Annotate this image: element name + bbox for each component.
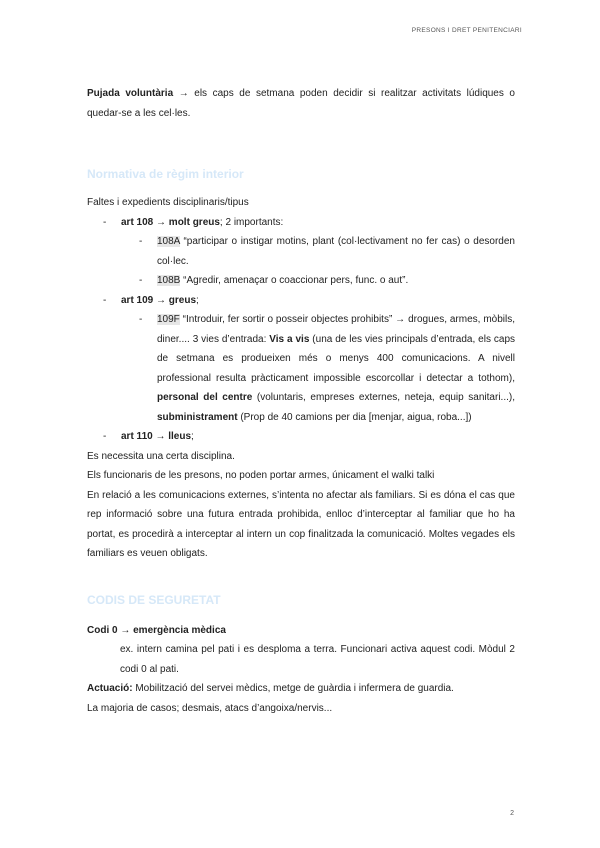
- list-dash: -: [139, 236, 143, 247]
- section-heading-codis: CODIS DE SEGURETAT: [87, 592, 221, 607]
- art109-title: art 109 → greus: [121, 294, 197, 306]
- list-dash: -: [103, 216, 107, 228]
- text-109f-4: (Prop de 40 camions per dia [menjar, aigua, roba...]): [237, 411, 472, 423]
- intro-term: Pujada voluntària: [87, 88, 174, 99]
- paragraph-disciplina: Es necessita una certa disciplina.: [87, 450, 235, 462]
- term-vis-a-vis: Vis a vis: [269, 333, 310, 345]
- text-109f-3: (voluntaris, empreses externes, neteja, equip sanitari...),: [252, 392, 515, 403]
- code-109f: 109F: [157, 314, 180, 325]
- art109-rest: ;: [196, 294, 199, 306]
- code-108a: 108A: [157, 236, 180, 247]
- list-dash: -: [139, 314, 143, 325]
- art108-title: art 108 → molt greus: [121, 216, 220, 228]
- term-personal-centre: personal del centre: [157, 392, 253, 403]
- list-item-art108: [87, 213, 515, 233]
- text-108a: “participar o instigar motins, plant (col·lectivament no fer cas) o desorden col·lec.: [157, 236, 515, 267]
- running-header: PRESONS I DRET PENITENCIARI: [411, 27, 522, 34]
- list-item-109f: [87, 310, 515, 427]
- actuacio-paragraph: [87, 679, 515, 699]
- text-108b: “Agredir, amenaçar o coaccionar pers, func. o aut”.: [180, 275, 409, 286]
- actuacio-label: Actuació:: [87, 683, 133, 694]
- text-109f-2: (una de les vies principals d’entrada, els caps de setmana es produeixen més o menys 400 comunicacions. A nivell professional resulta pràcticament impossible escorcollar i detectar a tothom),: [157, 333, 515, 384]
- list-dash: -: [103, 294, 107, 306]
- list-dash: -: [103, 431, 107, 442]
- paragraph-comunicacions: En relació a les comunicacions externes, s’intenta no afectar als familiars. Si es dóna el cas que rep informació sobre una futura entrada prohibida, enlloc d’interceptar al familiar que ho ha portat, es procedirà a interceptar al intern un cop finalitzada la comunicació. Moltes vegades els familiars es veuen obligats.: [87, 489, 515, 559]
- codi0-example: ex. intern camina pel pati i es desploma a terra. Funcionari activa aquest codi. Mòdul 2 codi 0 al pati.: [120, 644, 515, 675]
- list-item-108a: [87, 232, 515, 271]
- codi0-heading: [87, 621, 515, 641]
- art108-rest: ; 2 importants:: [219, 216, 284, 228]
- intro-text: → els caps de setmana poden decidir si realitzar activitats lúdiques o quedar-se a les cel·les.: [87, 88, 515, 119]
- document-body: [87, 84, 515, 718]
- term-subministrament: subministrament: [157, 411, 238, 423]
- art110-title: art 110 → lleus: [121, 431, 192, 442]
- paragraph-casos: La majoria de casos; desmais, atacs d’angoixa/nervis...: [87, 702, 333, 714]
- codi0-label: Codi 0 → emergència mèdica: [87, 624, 226, 636]
- code-108b: 108B: [157, 275, 181, 286]
- list-dash: -: [139, 275, 143, 286]
- art110-rest: ;: [191, 431, 194, 442]
- list-item-art109: [87, 291, 515, 311]
- section1-lead: Faltes i expedients disciplinaris/tipus: [87, 197, 249, 208]
- section-heading-normativa: Normativa de règim interior: [87, 167, 244, 181]
- paragraph-funcionaris: Els funcionaris de les presons, no poden portar armes, únicament el walki talki: [87, 470, 435, 481]
- intro-paragraph: [87, 84, 515, 123]
- page-number: 2: [510, 810, 514, 817]
- text-109f-1: “Introduir, fer sortir o posseir objectes prohibits” → drogues, armes, mòbils, diner.... 3 vies d’entrada:: [157, 314, 515, 345]
- list-item-108b: [87, 271, 515, 291]
- list-item-art110: [87, 427, 515, 447]
- actuacio-text: Mobilització del servei mèdics, metge de guàrdia i infermera de guardia.: [132, 683, 454, 694]
